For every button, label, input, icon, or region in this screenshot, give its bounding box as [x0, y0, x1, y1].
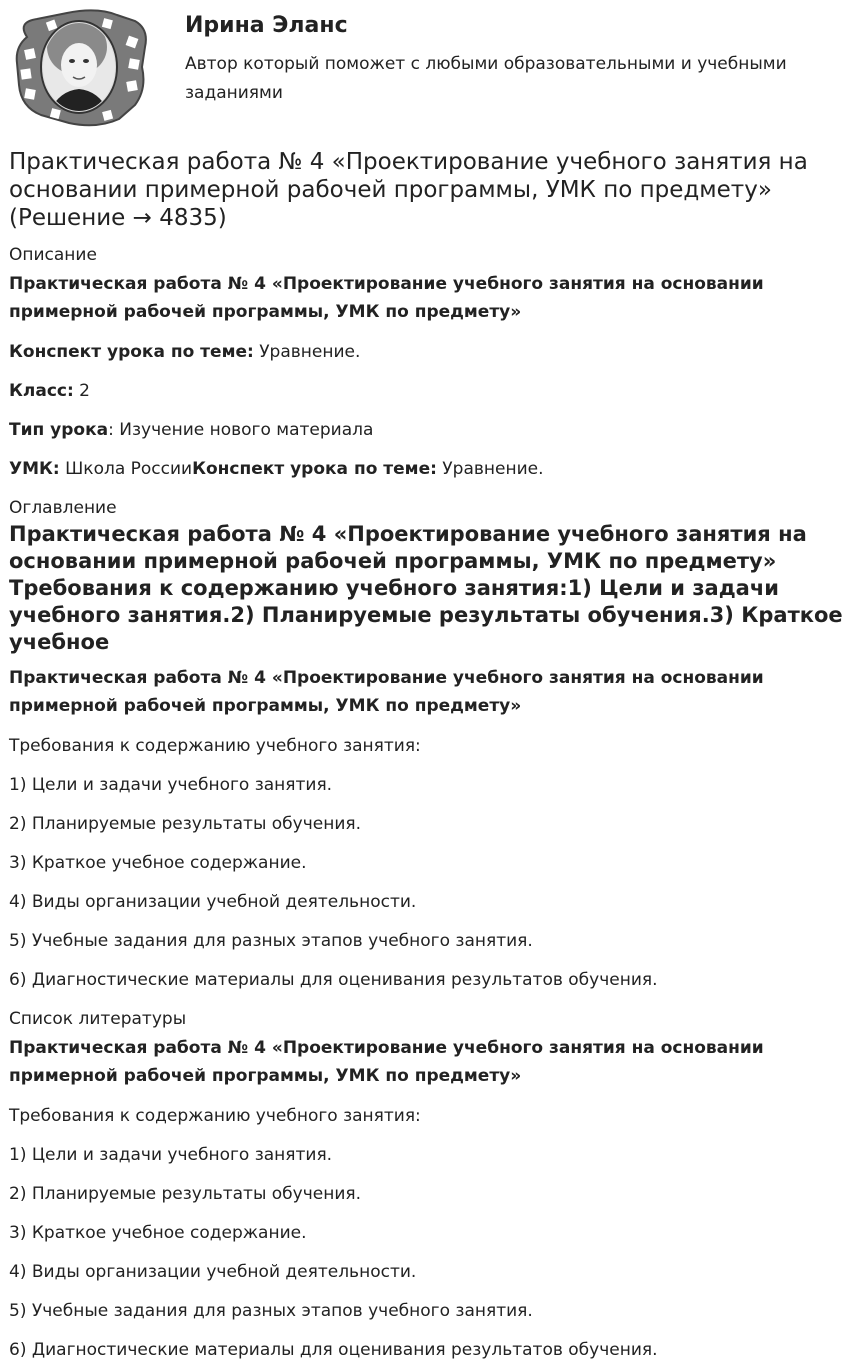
- list-item: 4) Виды организации учебной деятельности.: [9, 892, 417, 912]
- film-reel-avatar-icon: [7, 7, 152, 129]
- page-title: Практическая работа № 4 «Проектирование учебного занятия на основании примерной рабочей программы, УМК по предмету» (Решение → 4835): [9, 149, 808, 231]
- list-item: 1) Цели и задачи учебного занятия.: [9, 1145, 333, 1165]
- author-name[interactable]: Ирина Эланс: [185, 13, 348, 38]
- author-description: Автор который поможет с любыми образовательными и учебными заданиями: [185, 54, 787, 103]
- toc-section: [9, 497, 844, 991]
- literature-intro: Требования к содержанию учебного занятия:: [9, 1106, 421, 1126]
- list-item: 2) Планируемые результаты обучения.: [9, 1184, 362, 1204]
- field-value: Уравнение.: [253, 342, 361, 362]
- section-label-toc: Оглавление: [9, 498, 117, 518]
- list-item: 5) Учебные задания для разных этапов учебного занятия.: [9, 931, 533, 951]
- field-key: УМК:: [9, 459, 60, 479]
- toc-heading: Практическая работа № 4 «Проектирование учебного занятия на основании примерной рабочей программы, УМК по предмету» Требования к содержанию учебного занятия:1) Цели и задачи учебного занятия.2) Планируемые результаты обучения.3) Краткое учебное: [9, 522, 843, 654]
- field-value: : Изучение нового материала: [108, 420, 374, 440]
- field-value: Школа России: [59, 459, 193, 479]
- section-label-literature: Список литературы: [9, 1009, 187, 1029]
- field-key: Конспект урока по теме:: [9, 342, 254, 362]
- description-heading: Практическая работа № 4 «Проектирование учебного занятия на основании примерной рабочей программы, УМК по предмету»: [9, 274, 764, 322]
- list-item: 5) Учебные задания для разных этапов учебного занятия.: [9, 1301, 533, 1321]
- field-umk: [9, 458, 844, 480]
- author-header: [0, 0, 847, 135]
- toc-sub-heading: Практическая работа № 4 «Проектирование учебного занятия на основании примерной рабочей программы, УМК по предмету»: [9, 668, 764, 716]
- list-item: 1) Цели и задачи учебного занятия.: [9, 775, 333, 795]
- field-lesson-topic: [9, 341, 844, 363]
- description-section: [9, 244, 844, 480]
- field-value: 2: [73, 381, 91, 401]
- field-key: Тип урока: [9, 420, 109, 440]
- field-key: Конспект урока по теме:: [192, 459, 437, 479]
- list-item: 3) Краткое учебное содержание.: [9, 853, 307, 873]
- toc-intro: Требования к содержанию учебного занятия:: [9, 736, 421, 756]
- list-item: 6) Диагностические материалы для оценивания результатов обучения.: [9, 1340, 658, 1360]
- section-label-description: Описание: [9, 245, 97, 265]
- literature-section: [9, 1008, 844, 1361]
- field-lesson-type: [9, 419, 844, 441]
- field-value: Уравнение.: [436, 459, 544, 479]
- literature-sub-heading: Практическая работа № 4 «Проектирование учебного занятия на основании примерной рабочей программы, УМК по предмету»: [9, 1038, 764, 1086]
- list-item: 4) Виды организации учебной деятельности.: [9, 1262, 417, 1282]
- field-key: Класс:: [9, 381, 74, 401]
- author-avatar[interactable]: [7, 7, 152, 129]
- list-item: 3) Краткое учебное содержание.: [9, 1223, 307, 1243]
- list-item: 2) Планируемые результаты обучения.: [9, 814, 362, 834]
- main-content: [9, 148, 844, 1361]
- field-class: [9, 380, 844, 402]
- list-item: 6) Диагностические материалы для оценивания результатов обучения.: [9, 970, 658, 990]
